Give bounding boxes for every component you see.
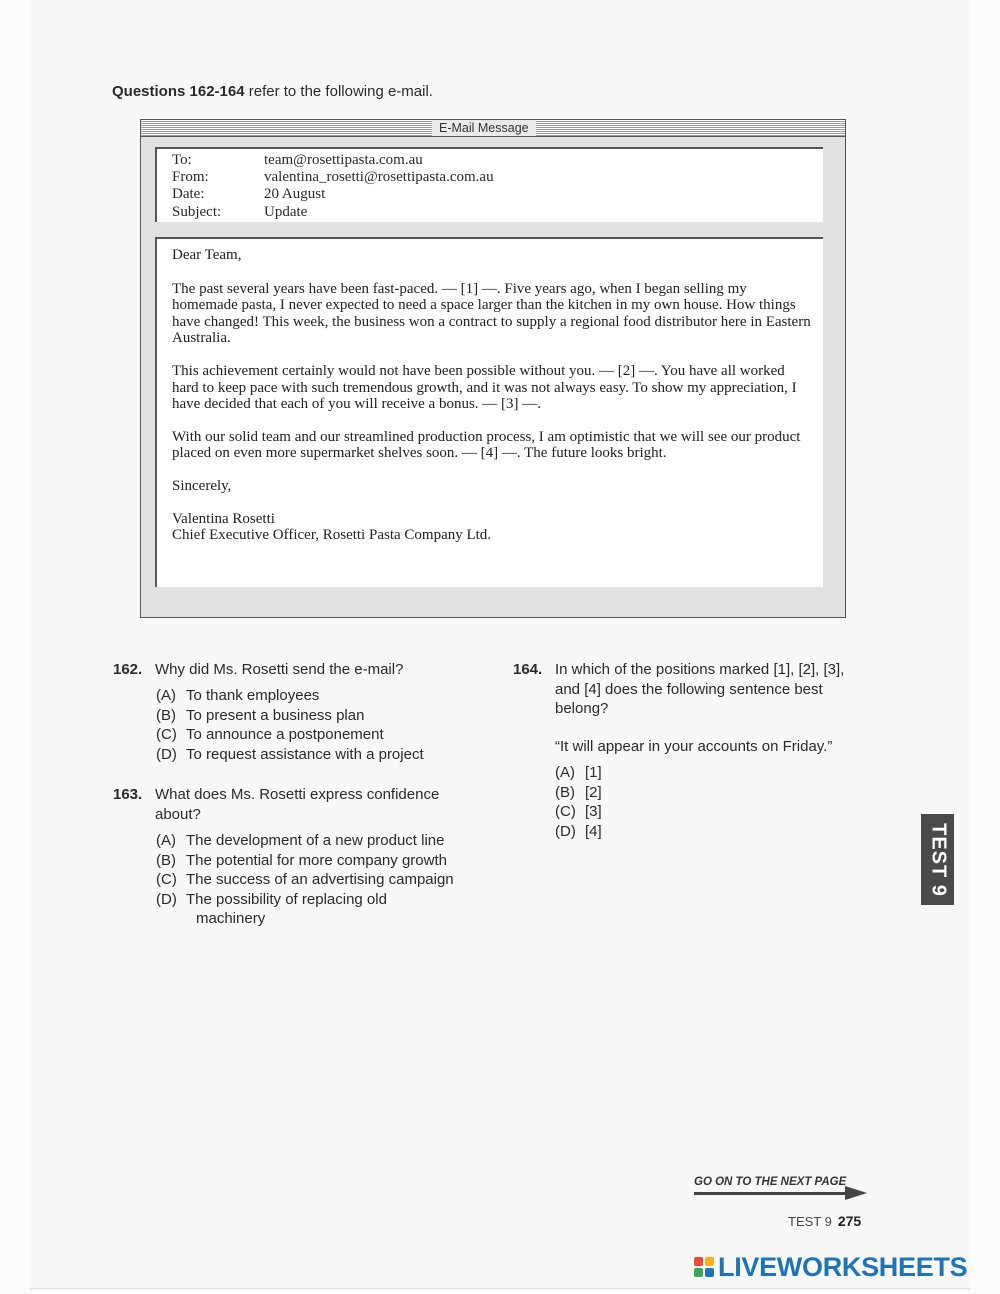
to-label: To: <box>172 152 192 168</box>
date-label: Date: <box>172 186 205 202</box>
option-162-a[interactable]: (A) To thank employees <box>156 687 320 704</box>
signature-title: Chief Executive Officer, Rosetti Pasta Company Ltd. <box>172 527 492 544</box>
email-paragraph-1: The past several years have been fast-paced. — [1] —. Five years ago, when I began selling my homemade pasta, I never expected to need a space larger than the kitchen in my own house. How things have changed! This week, the business won a contract to supply a regional food distributor here in Eastern Australia. <box>172 280 811 347</box>
option-163-c[interactable]: (C) The success of an advertising campaign <box>156 871 454 888</box>
question-text-line-3: belong? <box>555 700 609 717</box>
option-163-d[interactable]: (D) The possibility of replacing old <box>156 890 387 908</box>
go-on-text: GO ON TO THE NEXT PAGE <box>694 1176 847 1188</box>
question-162 <box>113 660 483 770</box>
question-text: Why did Ms. Rosetti send the e-mail? <box>155 661 404 678</box>
option-164-b[interactable]: (B) [2] <box>555 783 602 801</box>
email-closing: Sincerely, <box>172 477 232 494</box>
bottom-divider <box>30 1288 970 1289</box>
option-163-b[interactable]: (B) The potential for more company growth <box>156 851 447 869</box>
quoted-sentence: “It will appear in your accounts on Friday.” <box>555 738 833 755</box>
email-body-box <box>155 237 823 587</box>
option-162-c[interactable]: (C) To announce a postponement <box>156 726 384 743</box>
option-164-a[interactable]: (A) [1] <box>555 764 602 781</box>
side-tab-label: TEST 9 <box>927 822 949 897</box>
logo-text: LIVEWORKSHEETS <box>718 1252 968 1282</box>
question-163 <box>113 785 493 930</box>
intro-text: refer to the following e-mail. <box>244 83 433 100</box>
option-164-d[interactable]: (D) [4] <box>555 822 602 840</box>
question-text-line-2: about? <box>155 805 201 823</box>
from-value: valentina_rosetti@rosettipasta.com.au <box>264 169 494 185</box>
question-number: 164. <box>513 661 543 678</box>
question-text-line-1: In which of the positions marked [1], [2], [3], <box>555 661 845 678</box>
questions-intro <box>112 83 433 100</box>
email-paragraph-3: With our solid team and our streamlined production process, I am optimistic that we will see our product placed on even more supermarket shelves soon. — [4] —. The future looks bright. <box>172 428 801 462</box>
page-number: 275 <box>837 1213 862 1229</box>
email-paragraph-2: This achievement certainly would not have been possible without you. — [2] —. You have all worked hard to keep pace with such tremendous growth, and it was not always easy. To show my appreciation, I have decided that each of you will receive a bonus. — [3] —. <box>172 362 797 413</box>
email-titlebar <box>141 120 845 137</box>
arrow-right-icon <box>694 1192 848 1195</box>
email-header-box <box>155 147 823 222</box>
option-162-d[interactable]: (D) To request assistance with a project <box>156 745 424 763</box>
option-164-c[interactable]: (C) [3] <box>555 803 602 820</box>
option-163-a[interactable]: (A) The development of a new product line <box>156 832 445 849</box>
footer-test-label: TEST 9 <box>788 1214 832 1229</box>
questions-range: Questions 162-164 <box>112 83 245 100</box>
email-window <box>140 119 846 618</box>
logo-blocks-icon <box>694 1257 716 1279</box>
option-162-b[interactable]: (B) To present a business plan <box>156 706 365 724</box>
email-window-title: E-Mail Message <box>432 120 536 136</box>
option-163-d-continuation: machinery <box>196 910 266 927</box>
subject-label: Subject: <box>172 204 222 220</box>
date-value: 20 August <box>264 186 326 202</box>
to-value: team@rosettipasta.com.au <box>264 152 423 168</box>
subject-value: Update <box>264 204 308 220</box>
email-body <box>172 247 812 544</box>
arrow-head-icon <box>845 1186 867 1200</box>
question-number: 163. <box>113 786 143 803</box>
question-text-line-1: What does Ms. Rosetti express confidence <box>155 786 440 803</box>
email-greeting: Dear Team, <box>172 247 242 263</box>
from-label: From: <box>172 169 209 185</box>
question-number: 162. <box>113 661 143 678</box>
page-footer <box>788 1213 861 1229</box>
signature-name: Valentina Rosetti <box>172 510 275 527</box>
question-text-line-2: and [4] does the following sentence best <box>555 680 823 698</box>
question-164 <box>513 660 883 845</box>
test-side-tab <box>921 814 954 905</box>
